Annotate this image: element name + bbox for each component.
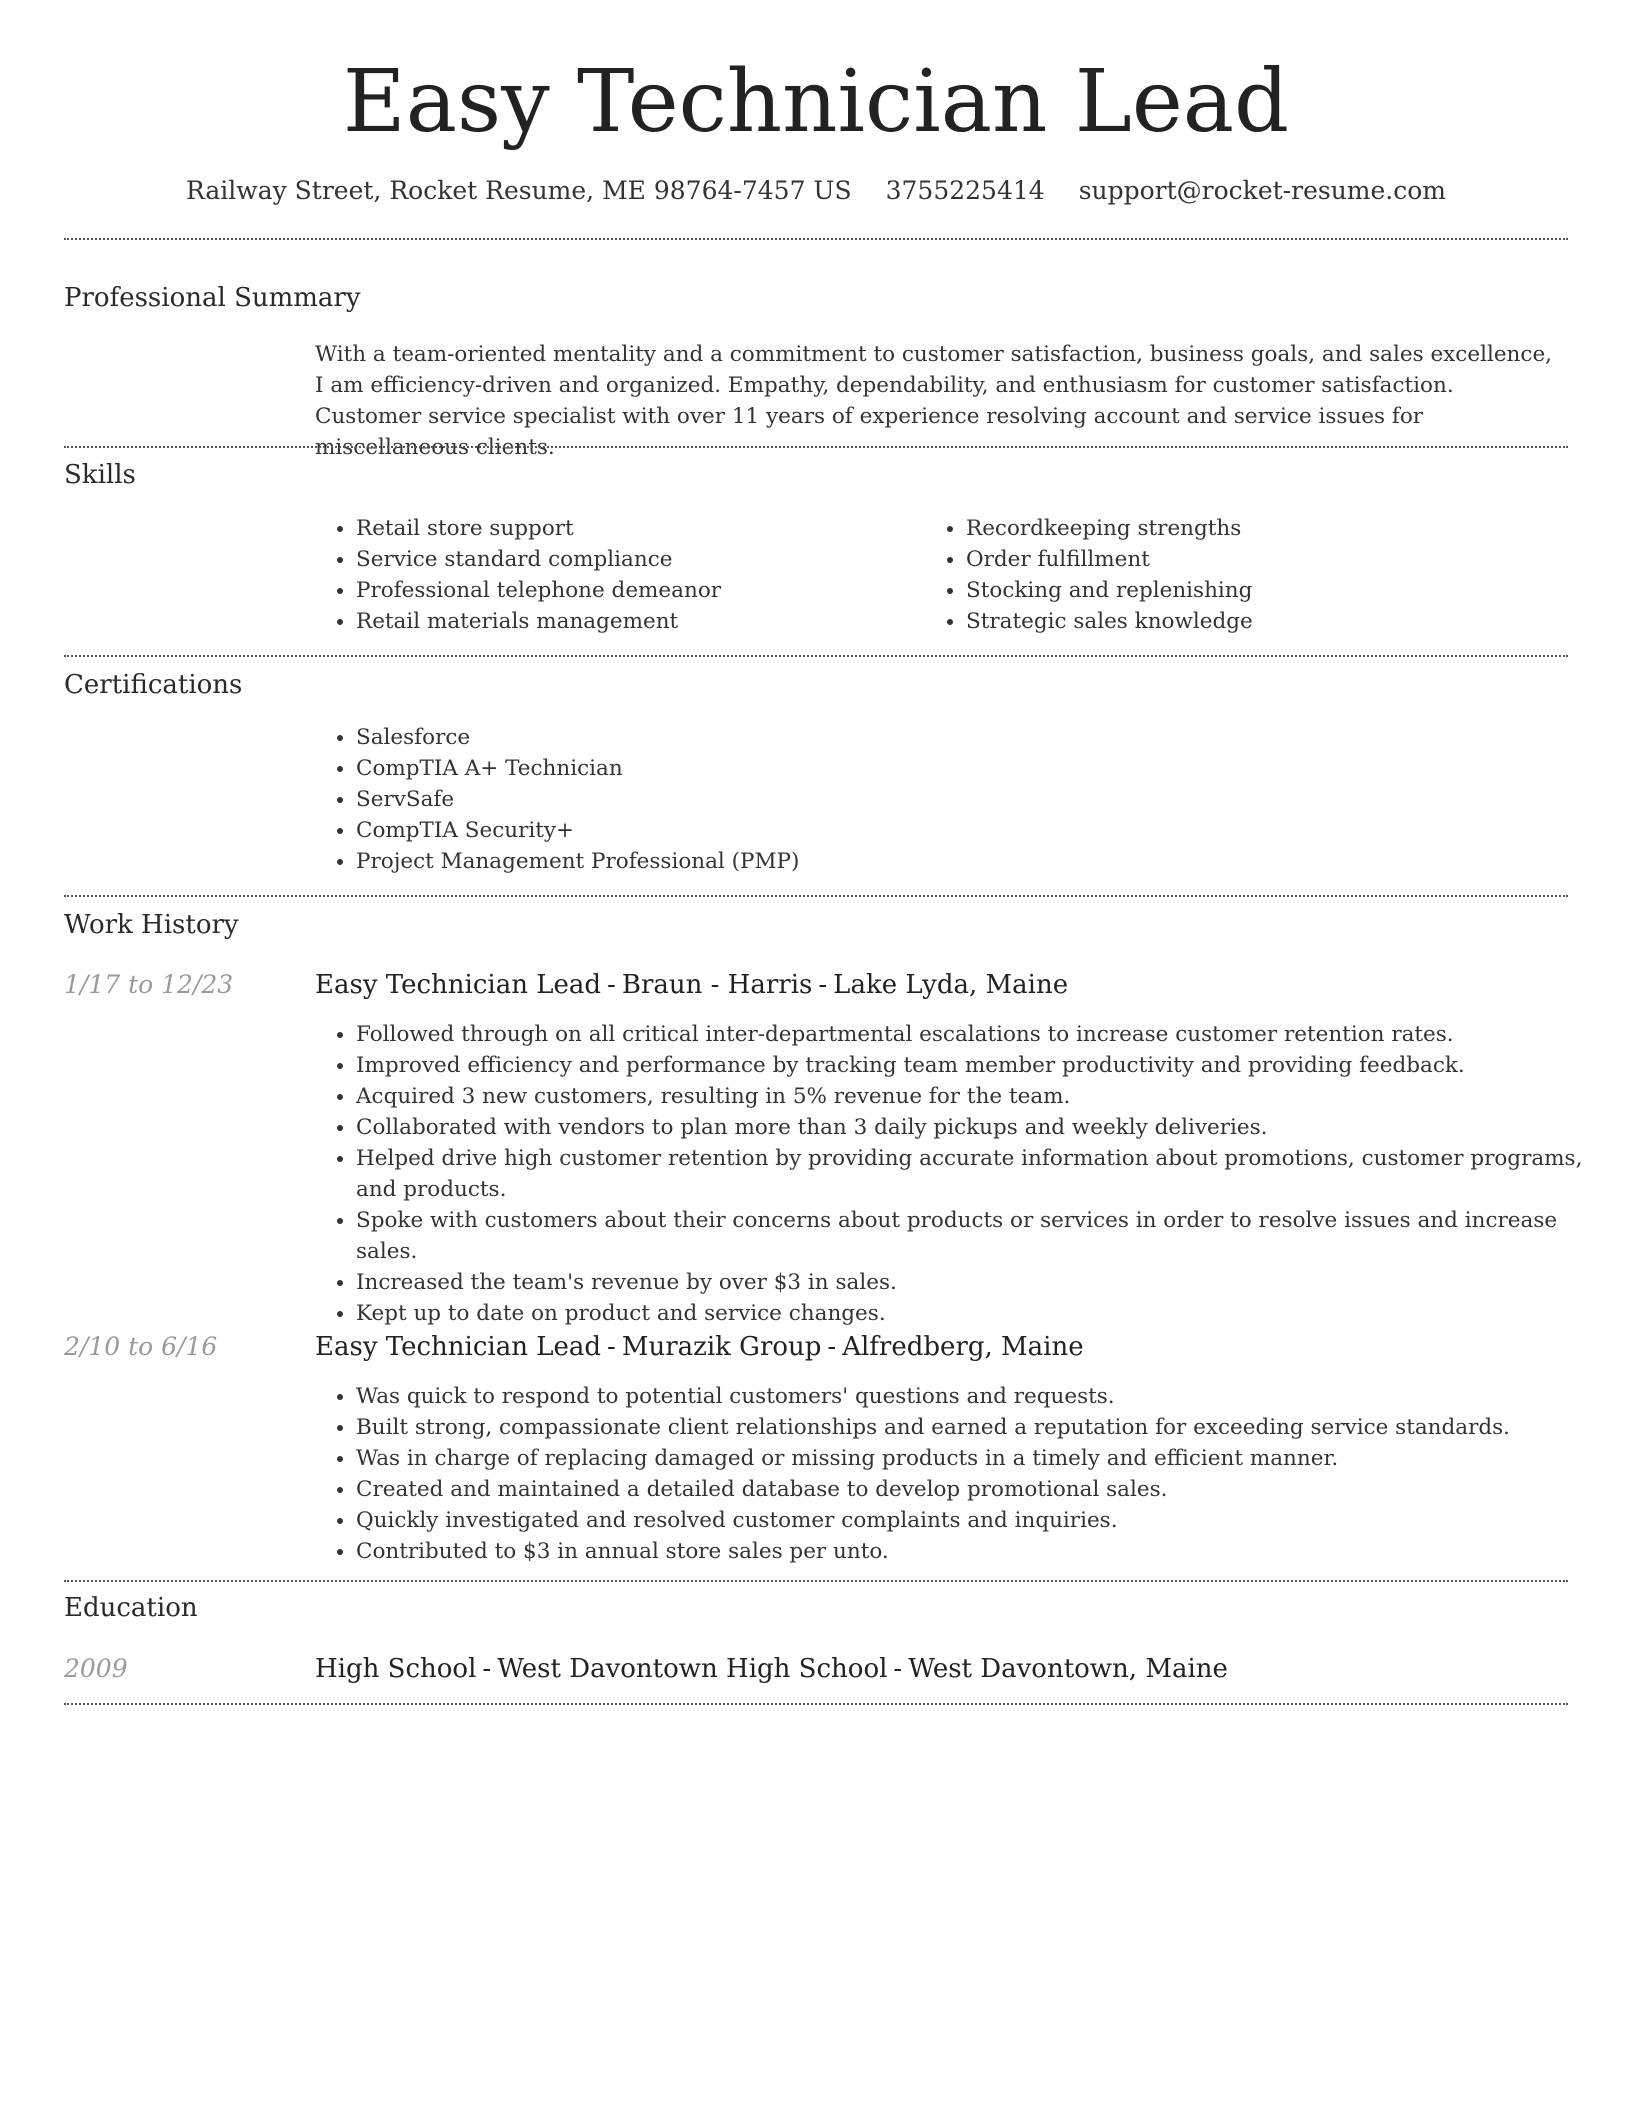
job-bullet: • Improved efficiency and performance by tracking team member productivity and providing feedback.: [356, 1050, 1606, 1081]
job-bullet: • Created and maintained a detailed database to develop promotional sales.: [356, 1474, 1606, 1505]
job-title: Easy Technician Lead - Braun - Harris - Lake Lyda, Maine: [315, 970, 1069, 1000]
section-divider: [64, 1703, 1568, 1705]
job-dates: 2/10 to 6/16: [64, 1332, 218, 1361]
section-divider: [64, 238, 1568, 240]
skill-item: • Strategic sales knowledge: [966, 606, 1586, 637]
education-title: High School - West Davontown High School - West Davontown, Maine: [315, 1654, 1228, 1684]
job-bullet: • Kept up to date on product and service changes.: [356, 1298, 1606, 1329]
section-divider: [64, 655, 1568, 657]
skill-item: • Stocking and replenishing: [966, 575, 1586, 606]
job-title: Easy Technician Lead - Murazik Group - Alfredberg, Maine: [315, 1332, 1084, 1362]
skills-list-left: [312, 513, 916, 637]
certification-item: • Salesforce: [356, 722, 1596, 753]
certification-item: • ServSafe: [356, 784, 1596, 815]
resume-header: [0, 52, 1632, 208]
job-bullet: • Contributed to $3 in annual store sales per unto.: [356, 1536, 1606, 1567]
job-bullet: • Increased the team's revenue by over $3 in sales.: [356, 1267, 1606, 1298]
section-divider: [64, 1580, 1568, 1582]
job-bullet: • Built strong, compassionate client relationships and earned a reputation for exceeding service standards.: [356, 1412, 1606, 1443]
section-divider: [64, 895, 1568, 897]
section-title-certifications: Certifications: [64, 670, 243, 700]
phone: 3755225414: [885, 176, 1045, 205]
job-bullets: [312, 1381, 1606, 1567]
skill-item: • Professional telephone demeanor: [356, 575, 916, 606]
section-title-education: Education: [64, 1593, 198, 1623]
section-title-summary: Professional Summary: [64, 283, 361, 313]
job-bullet: • Was in charge of replacing damaged or missing products in a timely and efficient manner.: [356, 1443, 1606, 1474]
section-divider: [64, 446, 1568, 448]
address: Railway Street, Rocket Resume, ME 98764-7457 US: [186, 176, 852, 205]
education-year: 2009: [64, 1654, 128, 1683]
skill-item: • Order fulfillment: [966, 544, 1586, 575]
education-location: West Davontown, Maine: [908, 1654, 1228, 1684]
certification-item: • CompTIA A+ Technician: [356, 753, 1596, 784]
certification-item: • CompTIA Security+: [356, 815, 1596, 846]
job-location: Lake Lyda, Maine: [833, 970, 1069, 1000]
job-bullets: [312, 1019, 1606, 1329]
email: support@rocket-resume.com: [1078, 176, 1446, 205]
certification-item: • Project Management Professional (PMP): [356, 846, 1596, 877]
job-bullet: • Helped drive high customer retention by providing accurate information about promotions, customer programs, and products.: [356, 1143, 1606, 1205]
job-role: Easy Technician Lead: [315, 970, 602, 1000]
section-title-work-history: Work History: [64, 910, 239, 940]
summary-text: With a team-oriented mentality and a commitment to customer satisfaction, business goals, and sales excellence, I am efficiency-driven and organized. Empathy, dependability, and enthusiasm for customer satisfaction. Customer service specialist with over 11 years of experience resolving account and service issues for miscellaneous clients.: [315, 342, 1552, 460]
job-location: Alfredberg, Maine: [842, 1332, 1084, 1362]
job-bullet: • Collaborated with vendors to plan more than 3 daily pickups and weekly deliveries.: [356, 1112, 1606, 1143]
certifications-list: [312, 722, 1596, 877]
skill-item: • Retail store support: [356, 513, 916, 544]
contact-line: [0, 174, 1632, 208]
education-degree: High School: [315, 1654, 477, 1684]
skill-item: • Retail materials management: [356, 606, 916, 637]
skill-item: • Service standard compliance: [356, 544, 916, 575]
section-title-skills: Skills: [64, 460, 136, 490]
job-role: Easy Technician Lead: [315, 1332, 602, 1362]
job-company: Murazik Group: [621, 1332, 822, 1362]
skills-list-right: [922, 513, 1586, 637]
job-company: Braun - Harris: [621, 970, 813, 1000]
education-school: West Davontown High School: [497, 1654, 888, 1684]
job-bullet: • Spoke with customers about their concerns about products or services in order to resolve issues and increase sales.: [356, 1205, 1606, 1267]
job-bullet: • Followed through on all critical inter-departmental escalations to increase customer retention rates.: [356, 1019, 1606, 1050]
job-dates: 1/17 to 12/23: [64, 970, 234, 999]
job-bullet: • Acquired 3 new customers, resulting in 5% revenue for the team.: [356, 1081, 1606, 1112]
candidate-name: Easy Technician Lead: [342, 52, 1290, 152]
job-bullet: • Quickly investigated and resolved customer complaints and inquiries.: [356, 1505, 1606, 1536]
job-bullet: • Was quick to respond to potential customers' questions and requests.: [356, 1381, 1606, 1412]
skill-item: • Recordkeeping strengths: [966, 513, 1586, 544]
